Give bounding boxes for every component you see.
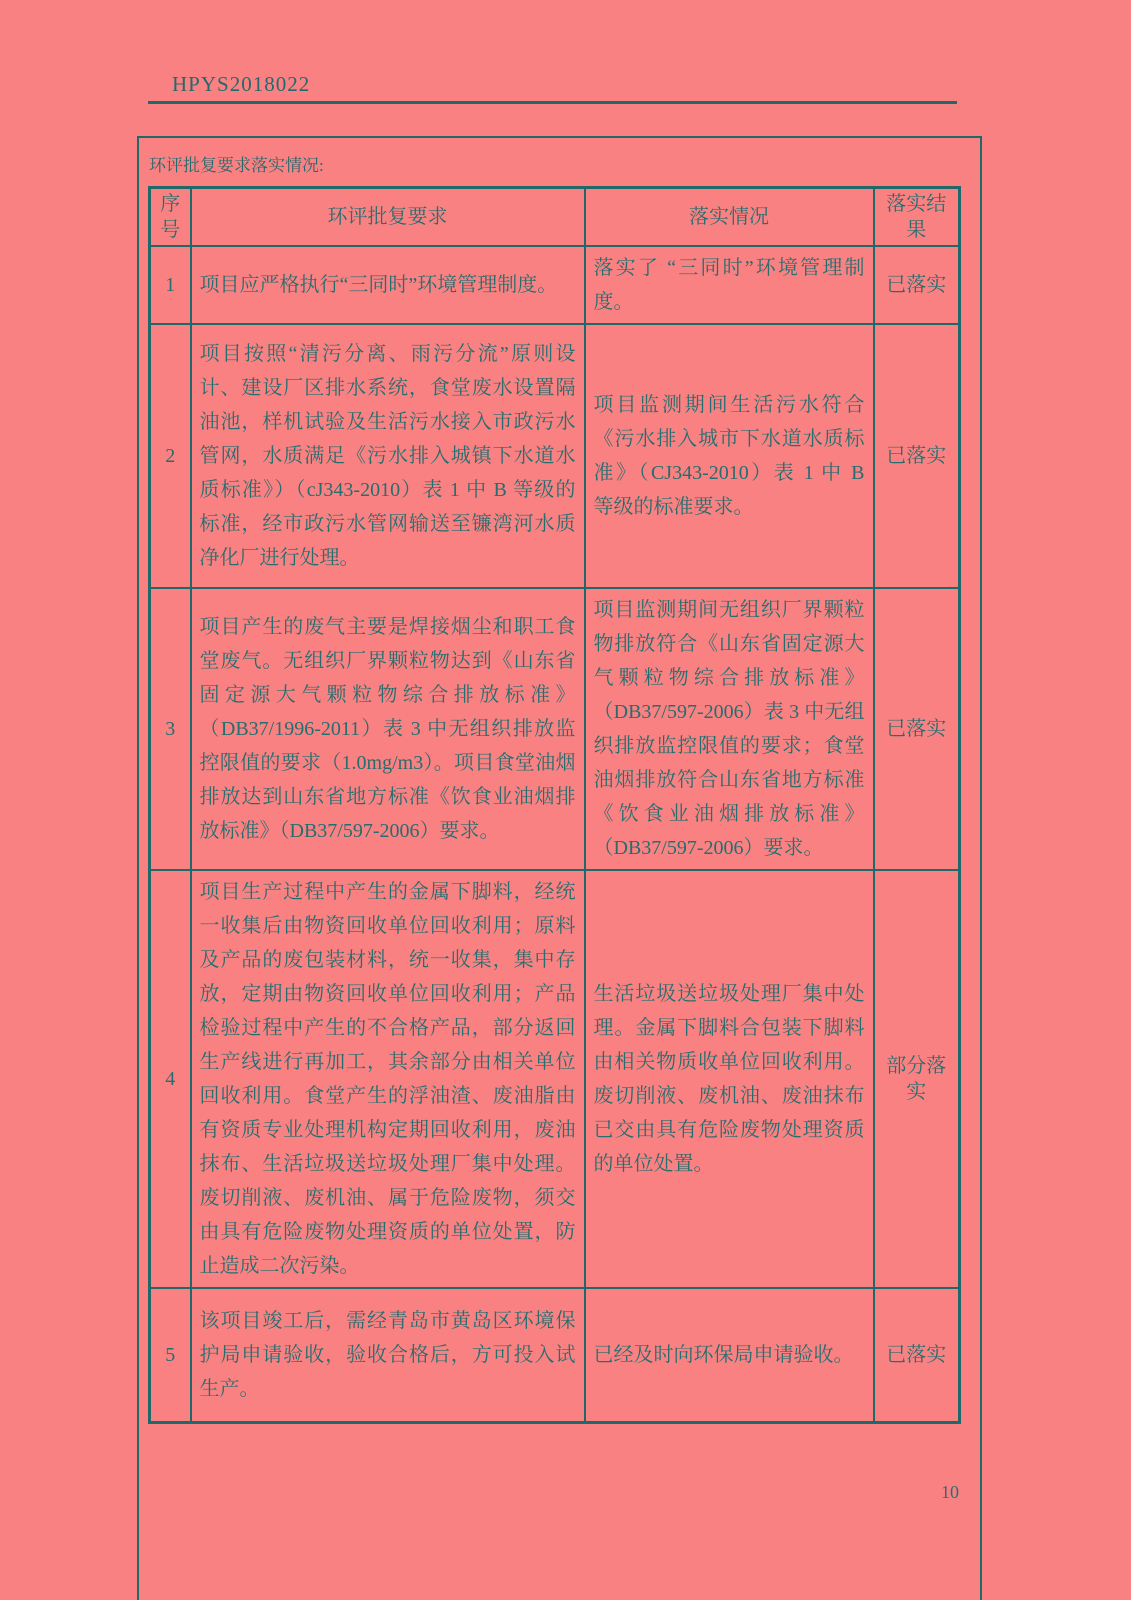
header-rule <box>148 101 957 104</box>
section-title: 环评批复要求落实情况: <box>149 156 324 175</box>
status-cell: 项目监测期间生活污水符合《污水排入城市下水道水质标准》（CJ343-2010）表 1 中 B 等级的标准要求。 <box>585 324 874 588</box>
status-cell: 落实了 “三同时”环境管理制度。 <box>585 246 874 324</box>
row-number: 2 <box>150 324 191 588</box>
result-cell: 已落实 <box>874 588 960 870</box>
requirement-cell: 项目按照“清污分离、雨污分流”原则设计、建设厂区排水系统，食堂废水设置隔油池，样机试验及生活污水接入市政污水管网，水质满足《污水排入城镇下水道水质标准》）（cJ343-2010）表 1 中 B 等级的标准，经市政污水管网输送至镰湾河水质净化厂进行处理。 <box>191 324 585 588</box>
doc-number: HPYS2018022 <box>172 72 311 96</box>
table-row <box>150 246 960 324</box>
table-row <box>150 1288 960 1422</box>
status-cell: 项目监测期间无组织厂界颗粒物排放符合《山东省固定源大气颗粒物综合排放标准》（DB37/597-2006）表 3 中无组织排放监控限值的要求；食堂油烟排放符合山东省地方标准《饮食业油烟排放标准》（DB37/597-2006）要求。 <box>585 588 874 870</box>
page-number: 10 <box>941 1482 959 1502</box>
status-cell: 生活垃圾送垃圾处理厂集中处理。金属下脚料合包装下脚料由相关物质收单位回收利用。废切削液、废机油、废油抹布已交由具有危险废物处理资质的单位处置。 <box>585 870 874 1288</box>
requirement-cell: 项目产生的废气主要是焊接烟尘和职工食堂废气。无组织厂界颗粒物达到《山东省固定源大气颗粒物综合排放标准》（DB37/1996-2011）表 3 中无组织排放监控限值的要求（1.0mg/m3）。项目食堂油烟排放达到山东省地方标准《饮食业油烟排放标准》（DB37/597-2006）要求。 <box>191 588 585 870</box>
col-header-result: 落实结果 <box>874 188 960 247</box>
row-number: 4 <box>150 870 191 1288</box>
table-row <box>150 870 960 1288</box>
result-cell: 已落实 <box>874 1288 960 1422</box>
table-row <box>150 324 960 588</box>
col-header-requirement: 环评批复要求 <box>191 188 585 247</box>
requirement-cell: 项目应严格执行“三同时”环境管理制度。 <box>191 246 585 324</box>
implementation-table <box>148 186 961 1424</box>
result-cell: 已落实 <box>874 246 960 324</box>
status-cell: 已经及时向环保局申请验收。 <box>585 1288 874 1422</box>
table-row <box>150 588 960 870</box>
row-number: 5 <box>150 1288 191 1422</box>
requirement-cell: 项目生产过程中产生的金属下脚料，经统一收集后由物资回收单位回收利用；原料及产品的废包装材料，统一收集，集中存放，定期由物资回收单位回收利用；产品检验过程中产生的不合格产品，部分返回生产线进行再加工，其余部分由相关单位回收利用。食堂产生的浮油渣、废油脂由有资质专业处理机构定期回收利用，废油抹布、生活垃圾送垃圾处理厂集中处理。废切削液、废机油、属于危险废物，须交由具有危险废物处理资质的单位处置，防止造成二次污染。 <box>191 870 585 1288</box>
row-number: 3 <box>150 588 191 870</box>
col-header-status: 落实情况 <box>585 188 874 247</box>
result-cell: 已落实 <box>874 324 960 588</box>
table-header-row <box>150 188 960 247</box>
requirement-cell: 该项目竣工后，需经青岛市黄岛区环境保护局申请验收，验收合格后，方可投入试生产。 <box>191 1288 585 1422</box>
row-number: 1 <box>150 246 191 324</box>
result-cell: 部分落实 <box>874 870 960 1288</box>
col-header-no: 序号 <box>150 188 191 247</box>
